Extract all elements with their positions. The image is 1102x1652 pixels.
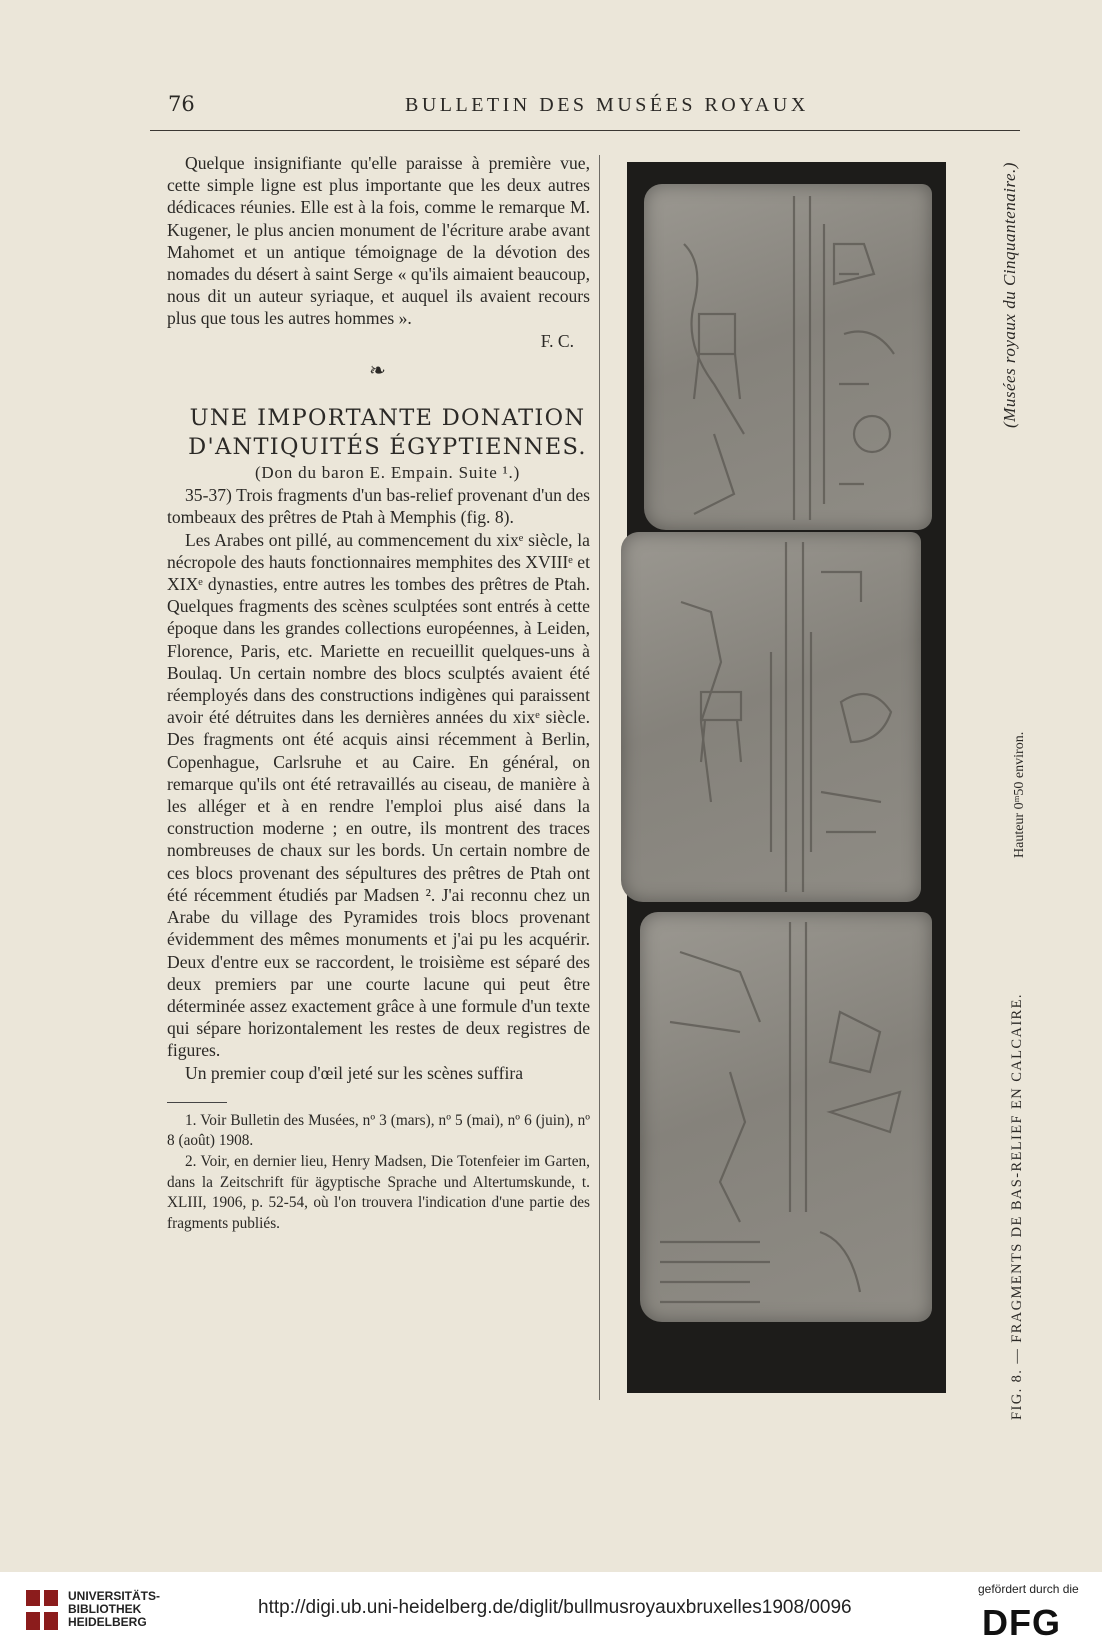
figure-plate xyxy=(627,162,946,1393)
body-paragraph-2: Les Arabes ont pillé, au commencement du xixᵉ siècle, la nécropole des hauts fonctionnaires memphites des XVIIIᵉ et XIXᵉ dynasties, entre autres les tombes des prêtres de Ptah. Quelques fragments des scènes sculptées sont entrés à cette époque dans les grandes collections européennes, à Leiden, Florence, Paris, etc. Mariette en recueillit quelques-uns à Boulaq. Un certain nombre des blocs sculptés avaient été réemployés dans des constructions indigènes qui paraissent avoir été détruites dans les dernières années du xixᵉ siècle. Des fragments ont été acquis ainsi récemment à Berlin, Copenhague, Carlsruhe et au Caire. En général, on remarque qu'ils ont été retravaillés au ciseau, de manière à les alléger et à en rendre l'emploi plus aisé dans la construction moderne ; en outre, ils montrent des traces nombreuses de chaux sur les bords. Un certain nombre de ces blocs provenant des sépultures des prêtres de Ptah ont été récemment étudiés par Madsen ². J'ai reconnu chez un Arabe du village des Pyramides trois blocs provenant évidemment des mêmes monuments et j'ai pu les acquérir. Deux d'entre eux se raccordent, le troisième est séparé des deux premiers par une courte lacune qui peut être déterminée assez exactement grâce à une formule d'un texte qui sépare horizontalement les restes de deux registres de figures. xyxy=(167,529,590,1061)
relief-fragment-2 xyxy=(621,532,921,902)
ornament-icon: ❧ xyxy=(369,359,388,382)
article-subtitle: (Don du baron E. Empain. Suite ¹.) xyxy=(254,463,521,483)
text-column xyxy=(167,152,590,1234)
figure-height-note: Hauteur 0ᵐ50 environ. xyxy=(1012,731,1027,858)
university-library-logo-icon xyxy=(22,1586,62,1634)
relief-fragment-2-carving xyxy=(621,532,921,902)
dfg-logo: DFG xyxy=(982,1602,1061,1643)
running-title: BULLETIN DES MUSÉES ROYAUX xyxy=(405,94,809,116)
footnote-2: 2. Voir, en dernier lieu, Henry Madsen, Die Totenfeier im Garten, dans la Zeitschrift für ägyptische Sprache und Altertumskunde, t. XLIII, 1906, p. 52-54, où l'on trouvera l'indication d'une partie des fragments publiés. xyxy=(167,1152,590,1232)
institution-name xyxy=(68,1590,160,1629)
relief-fragment-1-carving xyxy=(644,184,932,530)
institution-line-1: UNIVERSITÄTS- xyxy=(68,1589,161,1603)
institution-line-2: BIBLIOTHEK xyxy=(68,1602,142,1616)
footnote-rule xyxy=(167,1102,227,1103)
figure-credit: (Musées royaux du Cinquantenaire.) xyxy=(1000,162,1019,428)
body-paragraph-3: Un premier coup d'œil jeté sur les scènes suffira xyxy=(185,1062,524,1083)
article-title-line-2: D'ANTIQUITÉS ÉGYPTIENNES. xyxy=(188,434,587,461)
institution-line-3: HEIDELBERG xyxy=(68,1615,147,1629)
article-title-line-1: UNE IMPORTANTE DONATION xyxy=(189,405,586,432)
intro-paragraph: Quelque insignifiante qu'elle paraisse à première vue, cette simple ligne est plus importante que les deux autres dédicaces réunies. Elle est à la fois, comme le remarque M. Kugener, le plus ancien monument de l'écriture arabe avant Mahomet et un antique témoignage de la dévotion des nomades du désert à saint Serge « qu'ils aimaient beaucoup, nous dit un auteur syriaque, et auquel ils avaient recours plus que tous les autres hommes ». xyxy=(167,153,590,329)
permalink-url[interactable]: http://digi.ub.uni-heidelberg.de/diglit/bullmusroyauxbruxelles1908/0096 xyxy=(258,1597,852,1618)
relief-fragment-3 xyxy=(640,912,932,1322)
page-number: 76 xyxy=(168,92,195,116)
column-divider xyxy=(599,155,600,1400)
digitization-footer xyxy=(0,1572,1102,1652)
sponsor-label: gefördert durch die xyxy=(978,1582,1079,1596)
body-paragraph-1: 35-37) Trois fragments d'un bas-relief provenant d'un des tombeaux des prêtres de Ptah à Memphis (fig. 8). xyxy=(167,485,590,528)
relief-fragment-1 xyxy=(644,184,932,530)
figure-caption: FIG. 8. — FRAGMENTS DE BAS-RELIEF EN CALCAIRE. xyxy=(1009,993,1025,1420)
page-header xyxy=(150,86,1020,131)
footnotes xyxy=(167,1111,590,1235)
author-initials: F. C. xyxy=(540,330,574,351)
footnote-1: 1. Voir Bulletin des Musées, nº 3 (mars), nº 5 (mai), nº 6 (juin), nº 8 (août) 1908. xyxy=(167,1111,590,1150)
relief-fragment-3-carving xyxy=(640,912,932,1322)
